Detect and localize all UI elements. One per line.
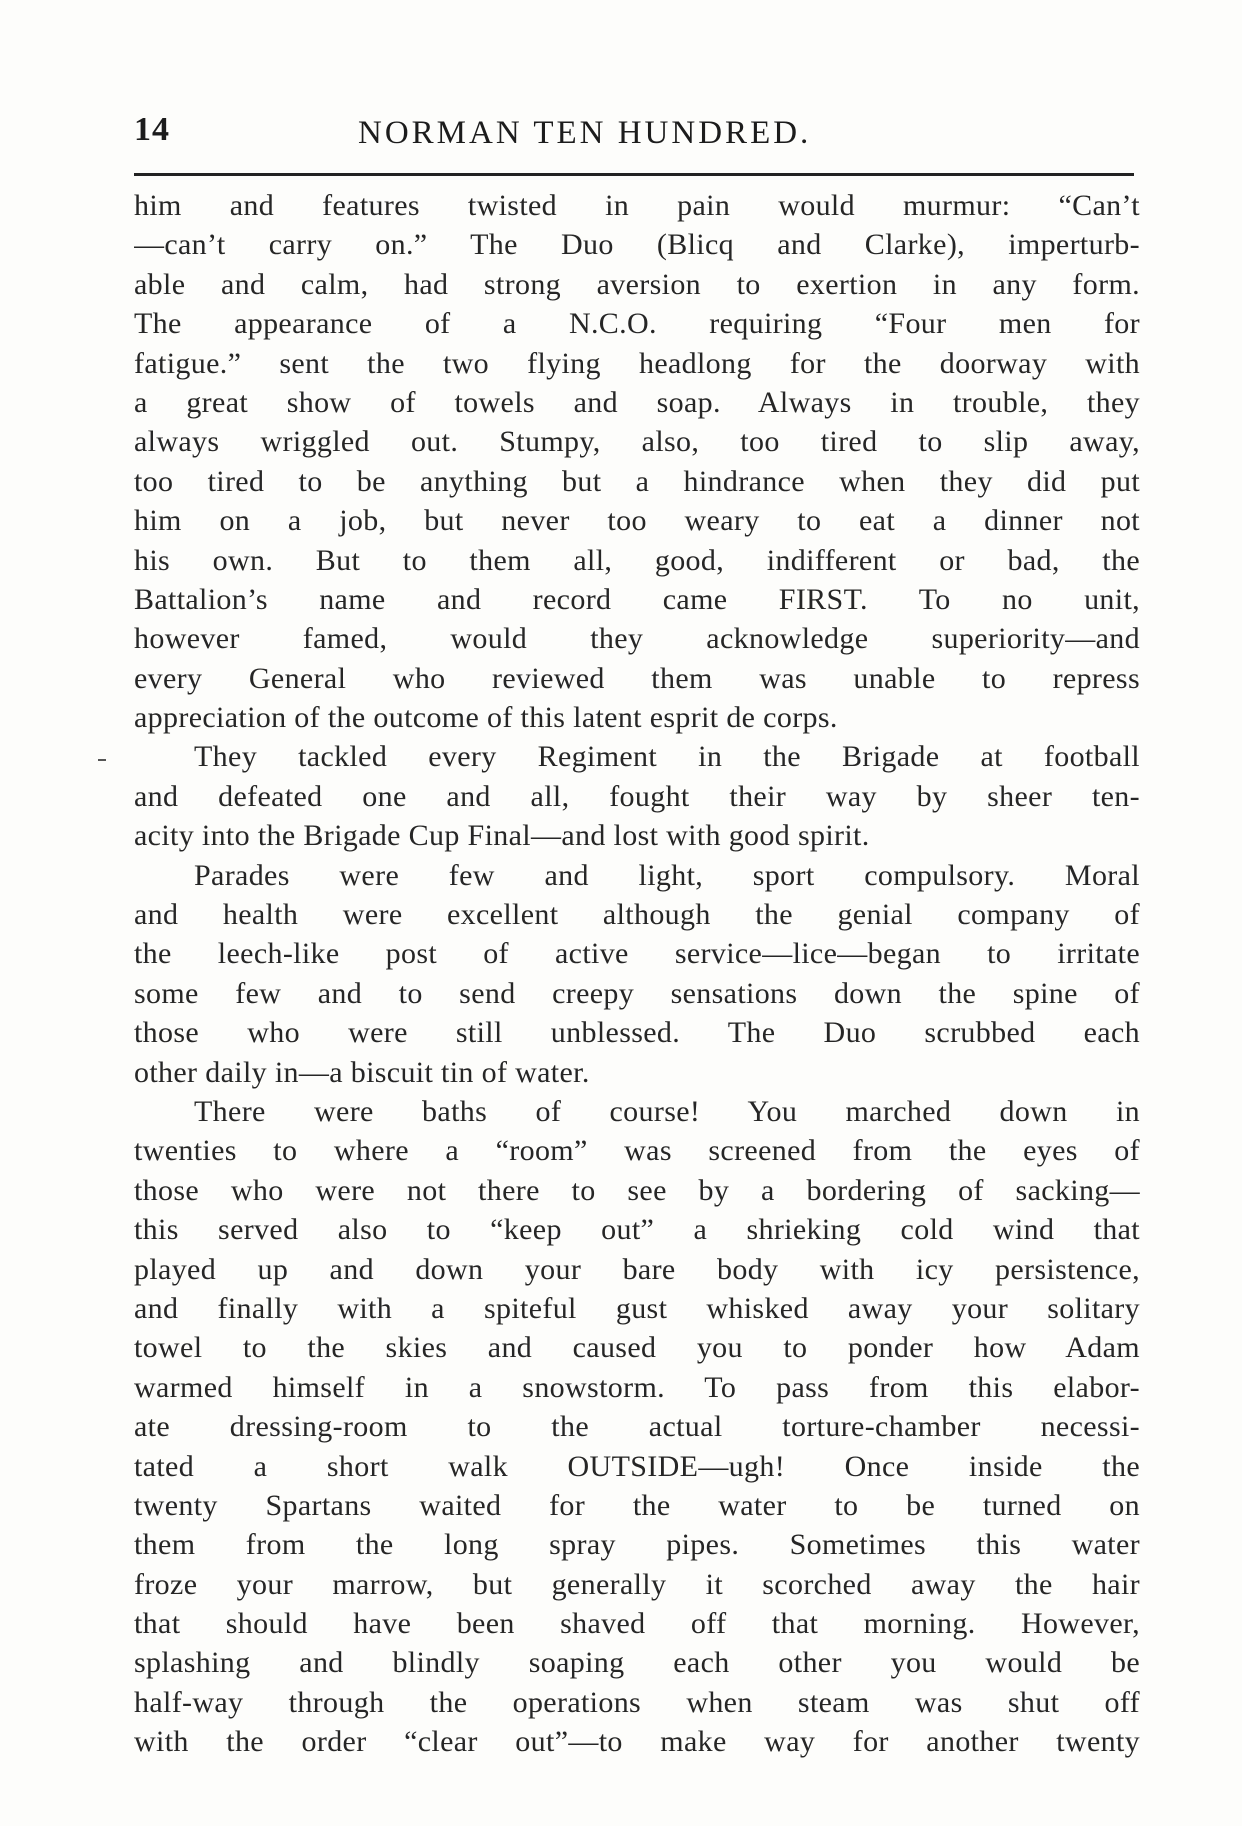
page-number: 14 xyxy=(134,111,170,148)
text-line: always wriggled out. Stumpy, also, too tired to slip away, xyxy=(134,425,1140,459)
text-line: played up and down your bare body with icy persistence, xyxy=(134,1252,1140,1286)
text-line: fatigue.” sent the two flying headlong for the doorway with xyxy=(134,346,1140,380)
text-line: twenties to where a “room” was screened from the eyes of xyxy=(134,1134,1140,1168)
text-line: froze your marrow, but generally it scorched away the hair xyxy=(134,1567,1140,1601)
text-line: this served also to “keep out” a shrieking cold wind that xyxy=(134,1213,1140,1247)
text-line: Battalion’s name and record came FIRST. To no unit, xyxy=(134,582,1140,616)
text-line: acity into the Brigade Cup Final—and lost with good spirit. xyxy=(134,819,870,853)
text-line: tated a short walk OUTSIDE—ugh! Once inside the xyxy=(134,1449,1140,1483)
body-text xyxy=(134,186,1140,1762)
text-line: splashing and blindly soaping each other you would be xyxy=(134,1646,1140,1680)
text-line: half-way through the operations when steam was shut off xyxy=(134,1685,1140,1719)
text-line: too tired to be anything but a hindrance when they did put xyxy=(134,464,1140,498)
text-line: and defeated one and all, fought their way by sheer ten- xyxy=(134,779,1140,813)
text-line: The appearance of a N.C.O. requiring “Four men for xyxy=(134,307,1140,341)
text-line: Parades were few and light, sport compulsory. Moral xyxy=(194,858,1140,892)
text-line: however famed, would they acknowledge superiority—and xyxy=(134,622,1140,656)
text-line: —can’t carry on.” The Duo (Blicq and Clarke), imperturb- xyxy=(134,228,1140,262)
page-header xyxy=(134,105,1134,161)
text-line: those who were still unblessed. The Duo scrubbed each xyxy=(134,1016,1140,1050)
text-line: that should have been shaved off that morning. However, xyxy=(134,1607,1140,1641)
margin-mark xyxy=(98,759,106,761)
header-rule xyxy=(134,173,1134,176)
text-line: some few and to send creepy sensations down the spine of xyxy=(134,976,1140,1010)
text-line: and finally with a spiteful gust whisked away your solitary xyxy=(134,1291,1140,1325)
text-line: ate dressing-room to the actual torture-chamber necessi- xyxy=(134,1410,1140,1444)
text-line: able and calm, had strong aversion to exertion in any form. xyxy=(134,267,1140,301)
text-line: a great show of towels and soap. Always in trouble, they xyxy=(134,385,1140,419)
text-line: him and features twisted in pain would murmur: “Can’t xyxy=(134,189,1140,222)
text-line: appreciation of the outcome of this latent esprit de corps. xyxy=(134,701,838,735)
text-line: twenty Spartans waited for the water to be turned on xyxy=(134,1488,1140,1522)
text-line: towel to the skies and caused you to ponder how Adam xyxy=(134,1331,1140,1365)
text-line: They tackled every Regiment in the Brigade at football xyxy=(194,740,1140,774)
text-line: him on a job, but never too weary to eat a dinner not xyxy=(134,504,1140,538)
text-line: There were baths of course! You marched down in xyxy=(194,1094,1140,1128)
text-line: the leech-like post of active service—lice—began to irritate xyxy=(134,937,1140,971)
running-title: NORMAN TEN HUNDRED. xyxy=(358,115,812,151)
text-line: warmed himself in a snowstorm. To pass from this elabor- xyxy=(134,1370,1140,1404)
text-line: them from the long spray pipes. Sometimes this water xyxy=(134,1528,1140,1562)
text-line: his own. But to them all, good, indifferent or bad, the xyxy=(134,543,1140,577)
text-line: other daily in—a biscuit tin of water. xyxy=(134,1055,590,1089)
text-line: every General who reviewed them was unable to repress xyxy=(134,661,1140,695)
text-line: those who were not there to see by a bordering of sacking— xyxy=(134,1173,1140,1207)
text-line: with the order “clear out”—to make way for another twenty xyxy=(134,1725,1140,1759)
text-line: and health were excellent although the genial company of xyxy=(134,898,1140,932)
